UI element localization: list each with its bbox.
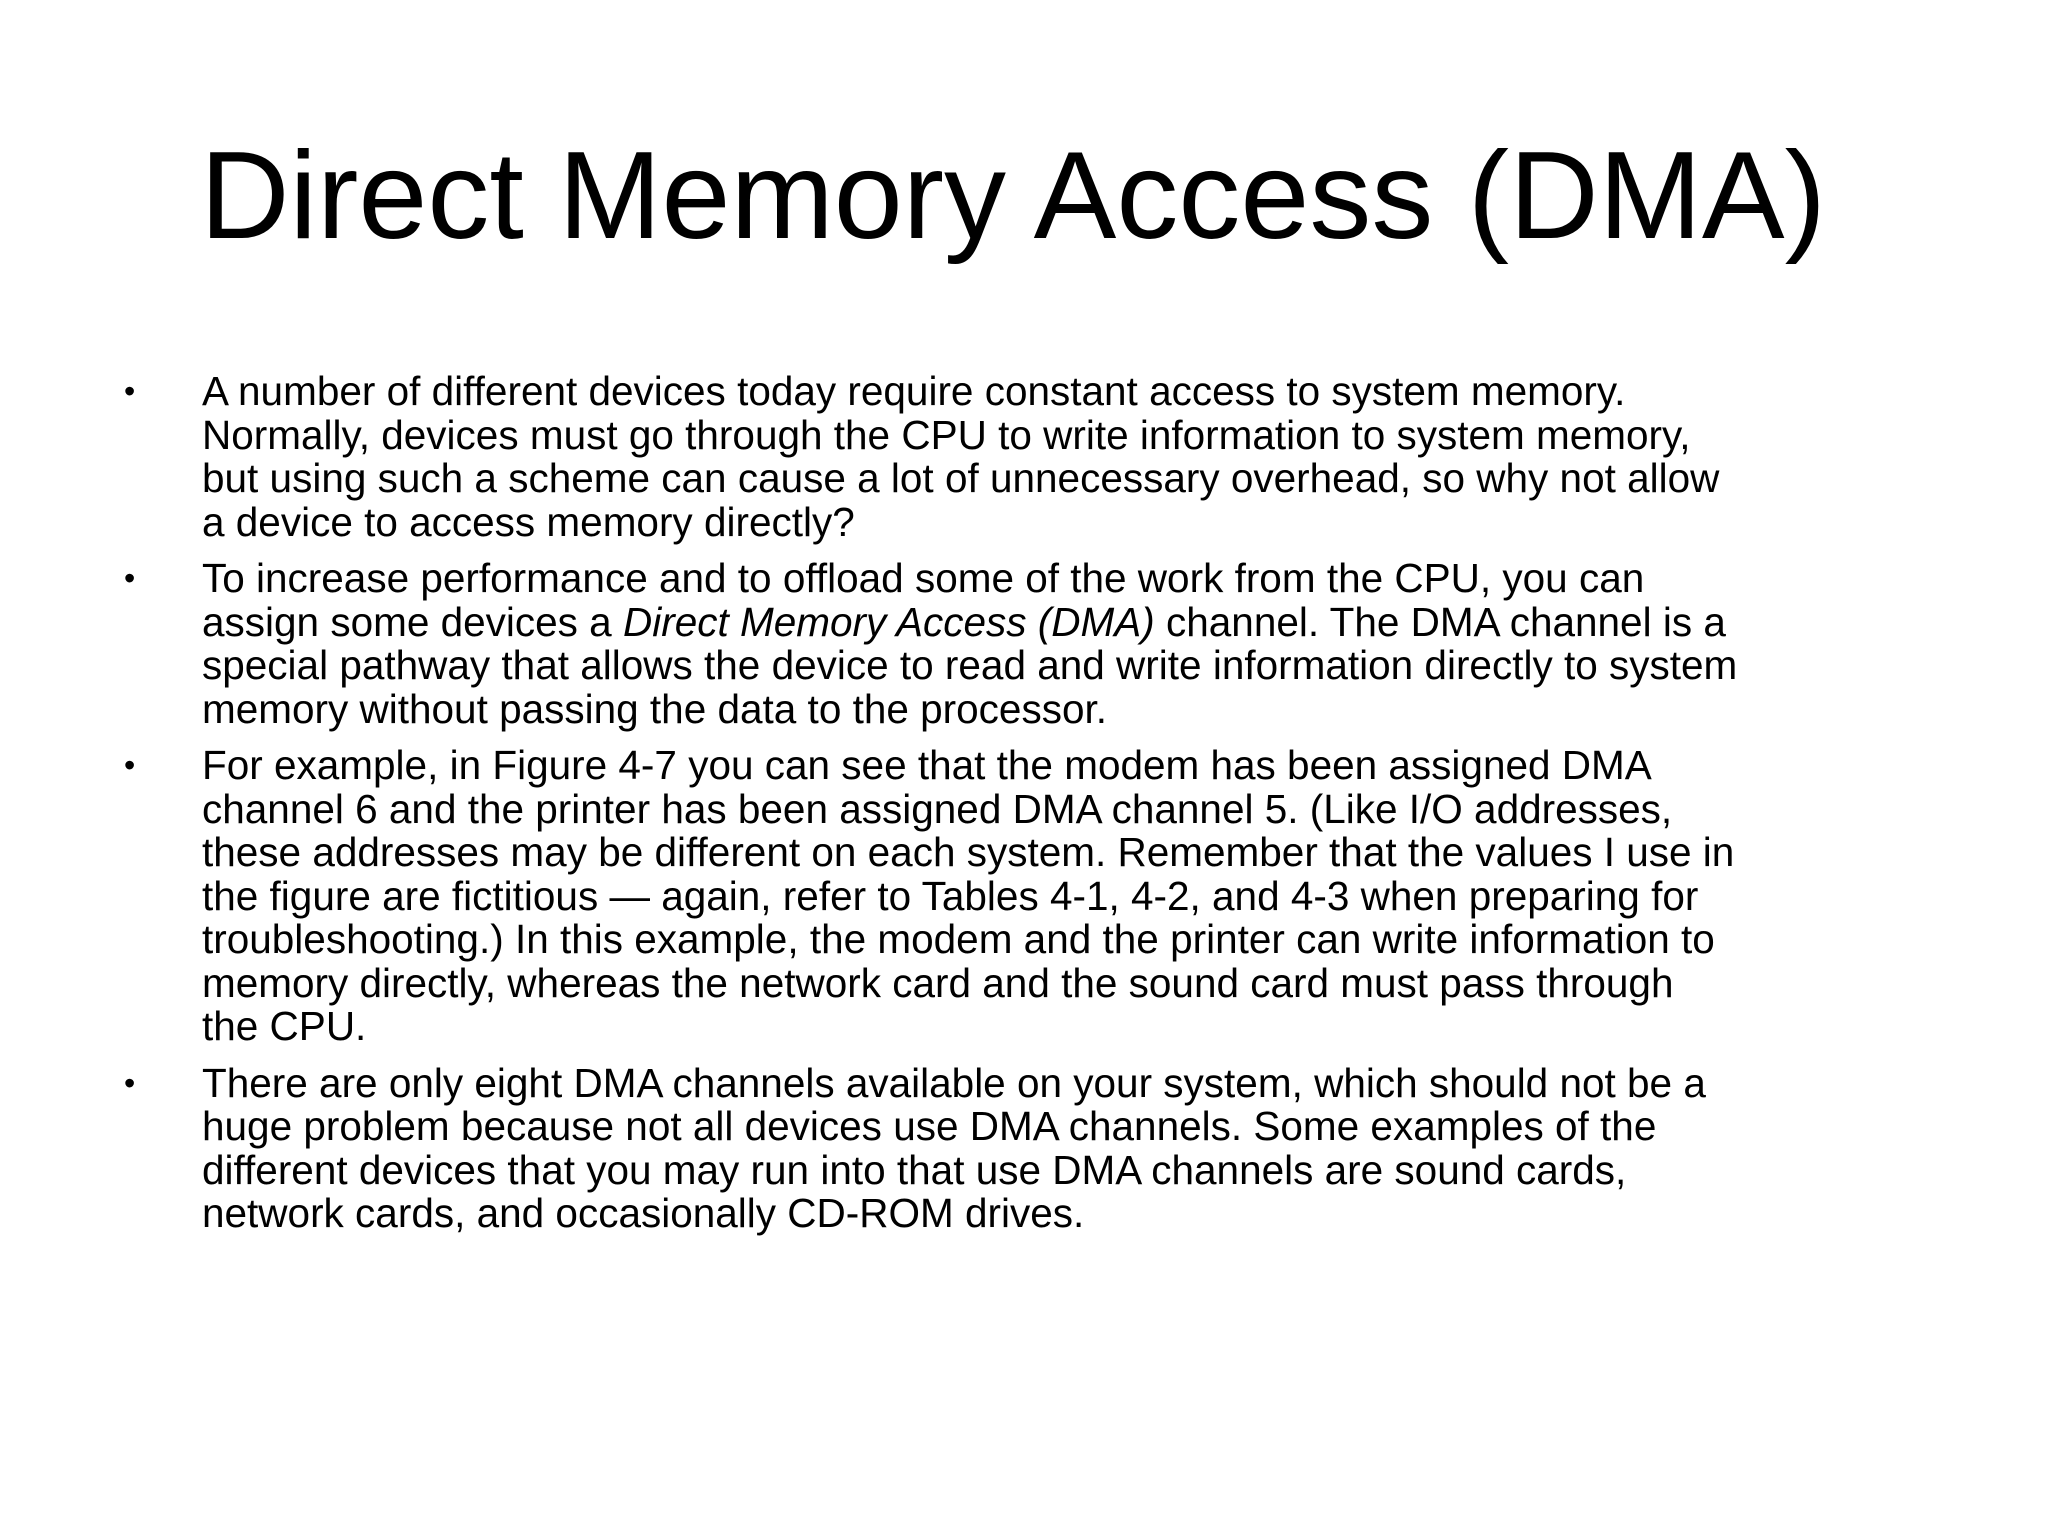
bullet-2-line-2 — [202, 598, 1954, 645]
bullet-item-3 — [124, 744, 1954, 1049]
bullet-2-line-4: memory without passing the data to the processor. — [202, 685, 1107, 732]
bullet-3-line-4: the figure are fictitious — again, refer to Tables 4-1, 4-2, and 4-3 when preparing for — [202, 872, 1699, 919]
slide-title: Direct Memory Access (DMA) — [200, 127, 1826, 265]
dma-term-italic: Direct Memory Access (DMA) — [622, 598, 1155, 645]
bullet-2-line-2-suffix: channel. The DMA channel is a — [1154, 598, 1726, 645]
bullet-3-line-3: these addresses may be different on each system. Remember that the values I use in — [202, 829, 1735, 875]
bullet-marker: • — [124, 1064, 136, 1101]
bullet-4-line-4: network cards, and occasionally CD-ROM drives. — [202, 1190, 1085, 1236]
bullet-1-line-2: Normally, devices must go through the CPU to write information to system memory, — [202, 411, 1691, 458]
bullet-3-line-2: channel 6 and the printer has been assigned DMA channel 5. (Like I/O addresses, — [202, 785, 1673, 832]
bullet-1-line-1: A number of different devices today require constant access to system memory. — [202, 368, 1626, 414]
bullet-marker: • — [124, 560, 136, 596]
bullet-3-line-5: troubleshooting.) In this example, the modem and the printer can write information to — [202, 916, 1715, 962]
bullet-3-line-1: For example, in Figure 4-7 you can see that the modem has been assigned DMA — [202, 742, 1652, 788]
bullet-4-line-2: huge problem because not all devices use DMA channels. Some examples of the — [202, 1103, 1657, 1149]
bullet-item-4 — [124, 1059, 1954, 1236]
bullet-2-line-3: special pathway that allows the device to read and write information directly to system — [202, 642, 1738, 688]
bullet-item-2 — [124, 557, 1954, 731]
bullet-list — [124, 370, 1954, 1249]
bullet-2-line-1: To increase performance and to offload some of the work from the CPU, you can — [202, 555, 1645, 601]
bullet-item-1 — [124, 370, 1954, 544]
bullet-3-line-7: the CPU. — [202, 1003, 367, 1049]
bullet-1-line-4: a device to access memory directly? — [202, 498, 855, 545]
bullet-1-line-3: but using such a scheme can cause a lot of unnecessary overhead, so why not allow — [202, 455, 1720, 501]
bullet-2-line-2-prefix: assign some devices a — [202, 598, 623, 645]
bullet-4-line-1: There are only eight DMA channels available on your system, which should not be a — [202, 1059, 1706, 1106]
bullet-3-line-6: memory directly, whereas the network card and the sound card must pass through — [202, 959, 1674, 1006]
bullet-marker: • — [124, 747, 136, 783]
bullet-marker: • — [124, 373, 136, 409]
bullet-4-line-3: different devices that you may run into that use DMA channels are sound cards, — [202, 1146, 1627, 1193]
